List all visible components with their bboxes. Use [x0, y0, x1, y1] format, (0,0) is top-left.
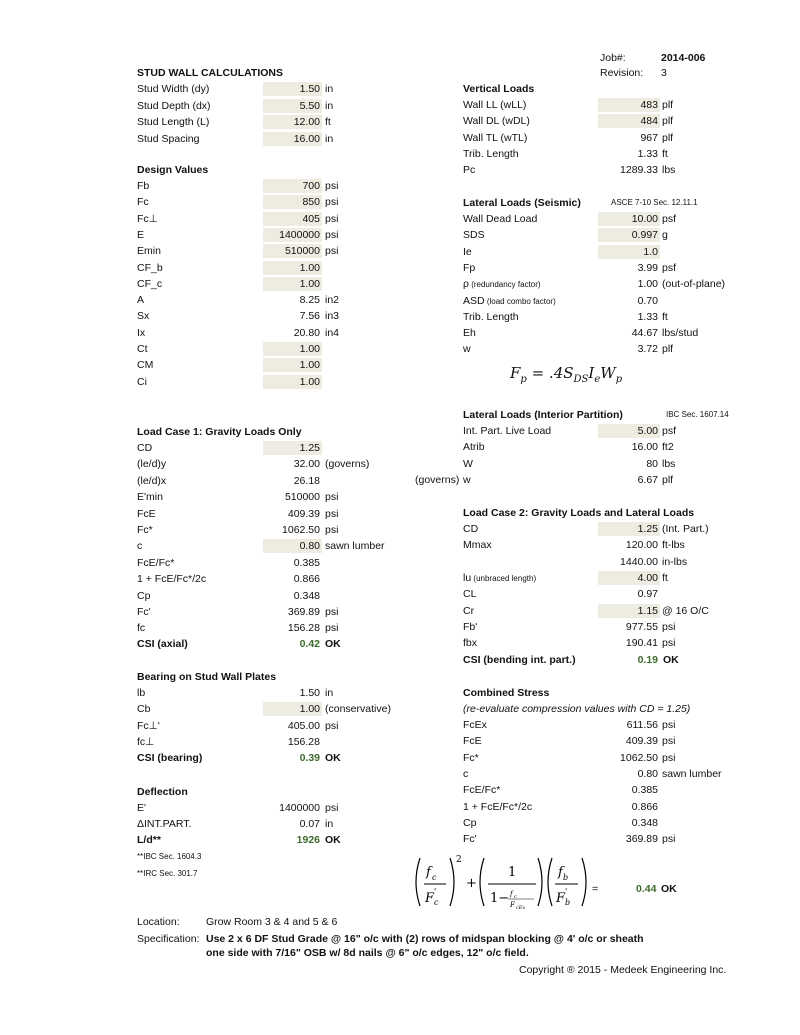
bearing-value: 1.50 [299, 687, 320, 699]
svg-text:b: b [563, 873, 569, 882]
int-note: (governs) [415, 474, 460, 486]
comb-label: FcEx [463, 719, 487, 731]
lc2-unit: psi [662, 621, 676, 633]
design-label: Sx [137, 310, 150, 322]
combined-stress-heading: Combined Stress [463, 687, 550, 699]
vert-value: 484 [640, 115, 658, 127]
seis-unit: ft [662, 311, 668, 323]
interior-partition-heading: Lateral Loads (Interior Partition) [463, 409, 623, 421]
design-unit: psi [325, 245, 339, 257]
seis-unit: plf [662, 343, 674, 355]
design-label: CM [137, 359, 154, 371]
lc2-label: Mmax [463, 539, 492, 551]
svg-text:1: 1 [508, 865, 517, 880]
lc1-unit: psi [325, 606, 339, 618]
bearing-unit: (conservative) [325, 703, 391, 715]
lc2-unit: in-lbs [662, 556, 688, 568]
vert-value: 1.33 [637, 148, 658, 160]
svg-text:': ' [434, 887, 437, 896]
revision-value: 3 [661, 67, 667, 79]
comb-unit: psi [662, 752, 676, 764]
lc1-label: CD [137, 442, 153, 454]
lc2-value: 1.25 [637, 523, 658, 535]
int-value: 5.00 [637, 425, 658, 437]
design-label: CF_b [137, 262, 163, 274]
lc2-unit: ft [662, 572, 668, 584]
lc2-value: 190.41 [625, 637, 658, 649]
design-label: Ct [137, 343, 148, 355]
copyright: Copyright ® 2015 - Medeek Engineering Inc. [519, 964, 727, 976]
deflection-unit: psi [325, 802, 339, 814]
seismic-reference: ASCE 7-10 Sec. 12.11.1 [611, 198, 698, 207]
lc1-label: (le/d)x [137, 475, 167, 487]
lc1-value: 0.348 [293, 590, 320, 602]
comb-unit: psi [662, 719, 676, 731]
vert-value: 1289.33 [620, 164, 658, 176]
bearing-unit: in [325, 687, 334, 699]
design-value: 20.80 [293, 327, 320, 339]
comb-value: 0.80 [637, 768, 658, 780]
deflection-heading: Deflection [137, 786, 188, 798]
page-title: STUD WALL CALCULATIONS [137, 67, 284, 79]
bearing-heading: Bearing on Stud Wall Plates [137, 671, 277, 683]
seis-value: 1.0 [643, 246, 658, 258]
bearing-label: lb [137, 687, 146, 699]
lc2-label: CL [463, 588, 477, 600]
lc1-label: Cp [137, 590, 151, 602]
comb-unit: psi [662, 735, 676, 747]
lc2-label: Cr [463, 605, 475, 617]
interior-partition-reference: IBC Sec. 1607.14 [666, 410, 729, 419]
seis-value: 44.67 [631, 327, 658, 339]
svg-text:f: f [510, 890, 513, 898]
svg-text:F: F [510, 901, 515, 909]
bearing-label: Fc⊥' [137, 720, 160, 732]
comb-unit: sawn lumber [662, 768, 722, 780]
design-label: Fc [137, 196, 149, 208]
lc1-label: FcE [137, 508, 156, 520]
lc1-value: 409.39 [287, 508, 320, 520]
deflection-value: 1400000 [279, 802, 320, 814]
design-value: 700 [302, 180, 320, 192]
lc1-label: FcE/Fc* [137, 557, 175, 569]
lc1-label: c [137, 540, 143, 552]
stud-label: Stud Spacing [137, 133, 200, 145]
seismic-heading: Lateral Loads (Seismic) [463, 197, 581, 209]
bearing-label: fc⊥ [137, 736, 155, 748]
lc2-unit: psi [662, 637, 676, 649]
bearing-value: 1.00 [299, 703, 320, 715]
int-value: 6.67 [637, 474, 658, 486]
lc1-value: 510000 [284, 491, 320, 503]
design-unit: in3 [325, 310, 340, 322]
revision-label: Revision: [600, 67, 644, 79]
lc2-label: CD [463, 523, 479, 535]
svg-text:b: b [565, 898, 571, 907]
design-value: 850 [302, 196, 320, 208]
comb-value: 0.385 [631, 784, 658, 796]
int-label: w [463, 474, 471, 486]
design-label: A [137, 294, 145, 306]
design-value: 1.00 [299, 278, 320, 290]
vert-value: 967 [640, 132, 658, 144]
seis-label: Ie [463, 246, 472, 258]
load-case-2-heading: Load Case 2: Gravity Loads and Lateral Loads [463, 507, 695, 519]
comb-value: 409.39 [625, 735, 658, 747]
design-label: Ci [137, 376, 147, 388]
lc1-value: 156.28 [287, 622, 320, 634]
location-label: Location: [137, 916, 180, 928]
specification-line-1: Use 2 x 6 DF Stud Grade @ 16" o/c with (2) rows of midspan blocking @ 4' o/c or sheath [206, 933, 644, 945]
deflection-ld-status: OK [325, 834, 341, 846]
comb-label: 1 + FcE/Fc*/2c [463, 801, 533, 813]
vert-unit: plf [662, 115, 674, 127]
vert-unit: plf [662, 99, 674, 111]
svg-text:f: f [558, 865, 563, 880]
stud-unit: in [325, 100, 334, 112]
csi-axial-value: 0.42 [299, 638, 320, 650]
comb-label: Cp [463, 817, 477, 829]
int-label: Int. Part. Live Load [463, 425, 552, 437]
lc1-value: 0.80 [299, 540, 320, 552]
svg-text:F: F [425, 891, 435, 906]
design-value: 1.00 [299, 359, 320, 371]
int-unit: plf [662, 474, 674, 486]
seis-value: 0.997 [631, 229, 658, 241]
stud-label: Stud Length (L) [137, 116, 210, 128]
int-label: Atrib [463, 441, 485, 453]
design-unit: psi [325, 213, 339, 225]
combined-result-value: 0.44 [636, 883, 657, 895]
specification-label: Specification: [137, 933, 200, 945]
vert-unit: ft [662, 148, 668, 160]
design-label: Ix [137, 327, 146, 339]
lc2-value: 1.15 [637, 605, 658, 617]
design-value: 1400000 [279, 229, 320, 241]
seis-label: Eh [463, 327, 476, 339]
lc1-value: 26.18 [293, 475, 320, 487]
stud-value: 1.50 [299, 83, 320, 95]
int-unit: psf [662, 425, 677, 437]
lc1-unit: psi [325, 491, 339, 503]
job-number: 2014-006 [661, 52, 706, 64]
seis-label: Wall Dead Load [463, 213, 538, 225]
design-value: 405 [302, 213, 320, 225]
lc2-value: 120.00 [625, 539, 658, 551]
design-label: Emin [137, 245, 161, 257]
bearing-unit: psi [325, 720, 339, 732]
vert-label: Wall TL (wTL) [463, 132, 528, 144]
deflection-label: E' [137, 802, 147, 814]
int-value: 16.00 [631, 441, 658, 453]
int-unit: ft2 [662, 441, 674, 453]
comb-value: 1062.50 [620, 752, 658, 764]
deflection-ld-value: 1926 [296, 834, 320, 846]
int-label: W [463, 458, 473, 470]
design-label: CF_c [137, 278, 163, 290]
comb-value: 0.866 [631, 801, 658, 813]
location-value: Grow Room 3 & 4 and 5 & 6 [206, 916, 338, 928]
lc1-label: fc [137, 622, 146, 634]
csi-bending-value: 0.19 [637, 654, 658, 666]
lc2-label: lu (unbraced length) [463, 572, 537, 584]
deflection-label: ΔINT.PART. [137, 818, 192, 830]
comb-value: 369.89 [625, 833, 658, 845]
seis-label: SDS [463, 229, 485, 241]
stud-value: 12.00 [293, 116, 320, 128]
irc-note: **IRC Sec. 301.7 [137, 869, 198, 878]
vertical-loads-heading: Vertical Loads [463, 83, 535, 95]
design-unit: in2 [325, 294, 340, 306]
stud-label: Stud Width (dy) [137, 83, 210, 95]
stud-unit: in [325, 83, 334, 95]
fp-formula: $F_p = .4S_{DS}I_eW_p$ [510, 364, 623, 385]
int-unit: lbs [662, 458, 676, 470]
svg-text:c: c [514, 894, 517, 900]
seis-value: 3.99 [637, 262, 658, 274]
lc1-value: 1062.50 [282, 524, 320, 536]
lc1-label: E'min [137, 491, 163, 503]
combined-result-status: OK [661, 883, 677, 895]
comb-label: FcE/Fc* [463, 784, 501, 796]
comb-label: Fc* [463, 752, 479, 764]
combined-stress-note: (re-evaluate compression values with CD = 1.25) [463, 703, 691, 715]
lc2-value: 977.55 [625, 621, 658, 633]
csi-bearing-status: OK [325, 752, 341, 764]
lc2-label: fbx [463, 637, 478, 649]
vert-value: 483 [640, 99, 658, 111]
comb-value: 0.348 [631, 817, 658, 829]
vert-label: Pc [463, 164, 476, 176]
seis-value: 1.00 [637, 278, 658, 290]
design-values-heading: Design Values [137, 164, 209, 176]
comb-label: c [463, 768, 469, 780]
lc2-value: 4.00 [637, 572, 658, 584]
seis-label: ASD (load combo factor) [463, 295, 556, 307]
vert-label: Wall LL (wLL) [463, 99, 527, 111]
design-value: 1.00 [299, 343, 320, 355]
seis-unit: (out-of-plane) [662, 278, 726, 290]
svg-text:f: f [426, 865, 431, 880]
int-value: 80 [646, 458, 658, 470]
design-label: Fb [137, 180, 150, 192]
lc1-unit: sawn lumber [325, 540, 385, 552]
design-value: 1.00 [299, 262, 320, 274]
lc1-label: 1 + FcE/Fc*/2c [137, 573, 207, 585]
csi-axial-label: CSI (axial) [137, 638, 188, 650]
csi-axial-status: OK [325, 638, 341, 650]
design-value: 7.56 [299, 310, 320, 322]
lc1-value: 0.385 [293, 557, 320, 569]
svg-text:': ' [565, 887, 568, 896]
combined-equals: = [592, 883, 599, 895]
svg-text:c: c [432, 873, 437, 882]
seis-unit: psf [662, 213, 677, 225]
load-case-1-heading: Load Case 1: Gravity Loads Only [137, 426, 302, 438]
svg-text:F: F [556, 891, 566, 906]
design-label: E [137, 229, 145, 241]
stud-unit: in [325, 133, 334, 145]
stud-value: 16.00 [293, 133, 320, 145]
lc1-unit: (governs) [325, 458, 370, 470]
lc1-label: (le/d)y [137, 458, 167, 470]
lc2-unit: (Int. Part.) [662, 523, 709, 535]
vert-label: Wall DL (wDL) [463, 115, 530, 127]
deflection-value: 0.07 [299, 818, 320, 830]
comb-value: 611.56 [626, 719, 658, 731]
specification-line-2: one side with 7/16" OSB w/ 8d nails @ 6" o/c edges, 12" o/c field. [206, 947, 529, 959]
comb-label: FcE [463, 735, 482, 747]
svg-text:2: 2 [456, 855, 462, 865]
lc1-value: 1.25 [299, 442, 320, 454]
ibc-note: **IBC Sec. 1604.3 [137, 852, 202, 861]
design-value: 1.00 [299, 376, 320, 388]
lc1-unit: psi [325, 524, 339, 536]
vert-unit: plf [662, 132, 674, 144]
seis-label: Fp [463, 262, 476, 274]
bearing-value: 156.28 [287, 736, 320, 748]
vert-unit: lbs [662, 164, 676, 176]
design-unit: psi [325, 196, 339, 208]
design-unit: psi [325, 229, 339, 241]
design-unit: in4 [325, 327, 340, 339]
stud-value: 5.50 [299, 100, 320, 112]
bearing-label: Cb [137, 703, 151, 715]
design-label: Fc⊥ [137, 213, 158, 225]
seis-unit: psf [662, 262, 677, 274]
stud-label: Stud Depth (dx) [137, 100, 211, 112]
lc1-unit: psi [325, 622, 339, 634]
lc1-value: 369.89 [287, 606, 320, 618]
seis-label: ρ (redundancy factor) [463, 278, 541, 290]
csi-bending-label: CSI (bending int. part.) [463, 654, 576, 666]
job-label: Job#: [600, 52, 626, 64]
design-value: 8.25 [299, 294, 320, 306]
lc2-label: Fb' [463, 621, 478, 633]
svg-text:c: c [434, 898, 439, 907]
combined-stress-equation [412, 852, 592, 912]
design-value: 510000 [284, 245, 320, 257]
lc2-value: 1440.00 [620, 556, 658, 568]
csi-bearing-value: 0.39 [299, 752, 320, 764]
seis-unit: g [662, 229, 668, 241]
vert-label: Trib. Length [463, 148, 519, 160]
deflection-unit: in [325, 818, 334, 830]
design-unit: psi [325, 180, 339, 192]
lc1-label: Fc* [137, 524, 153, 536]
lc1-value: 0.866 [293, 573, 320, 585]
comb-label: Fc' [463, 833, 477, 845]
svg-text:+: + [466, 876, 477, 891]
seis-label: Trib. Length [463, 311, 519, 323]
seis-value: 10.00 [631, 213, 658, 225]
lc1-unit: psi [325, 508, 339, 520]
lc1-value: 32.00 [293, 458, 320, 470]
seis-label: w [463, 343, 471, 355]
seis-value: 1.33 [637, 311, 658, 323]
csi-bearing-label: CSI (bearing) [137, 752, 203, 764]
lc1-label: Fc' [137, 606, 151, 618]
comb-unit: psi [662, 833, 676, 845]
lc2-unit: @ 16 O/C [662, 605, 709, 617]
svg-text:cEx: cEx [516, 905, 526, 911]
svg-text:1−: 1− [490, 891, 510, 906]
seis-unit: lbs/stud [662, 327, 699, 339]
deflection-ld-label: L/d** [137, 834, 161, 846]
bearing-value: 405.00 [287, 720, 320, 732]
stud-unit: ft [325, 116, 331, 128]
seis-value: 0.70 [637, 295, 658, 307]
seis-value: 3.72 [637, 343, 658, 355]
csi-bending-status: OK [663, 654, 679, 666]
lc2-unit: ft-lbs [662, 539, 685, 551]
lc2-value: 0.97 [637, 588, 658, 600]
